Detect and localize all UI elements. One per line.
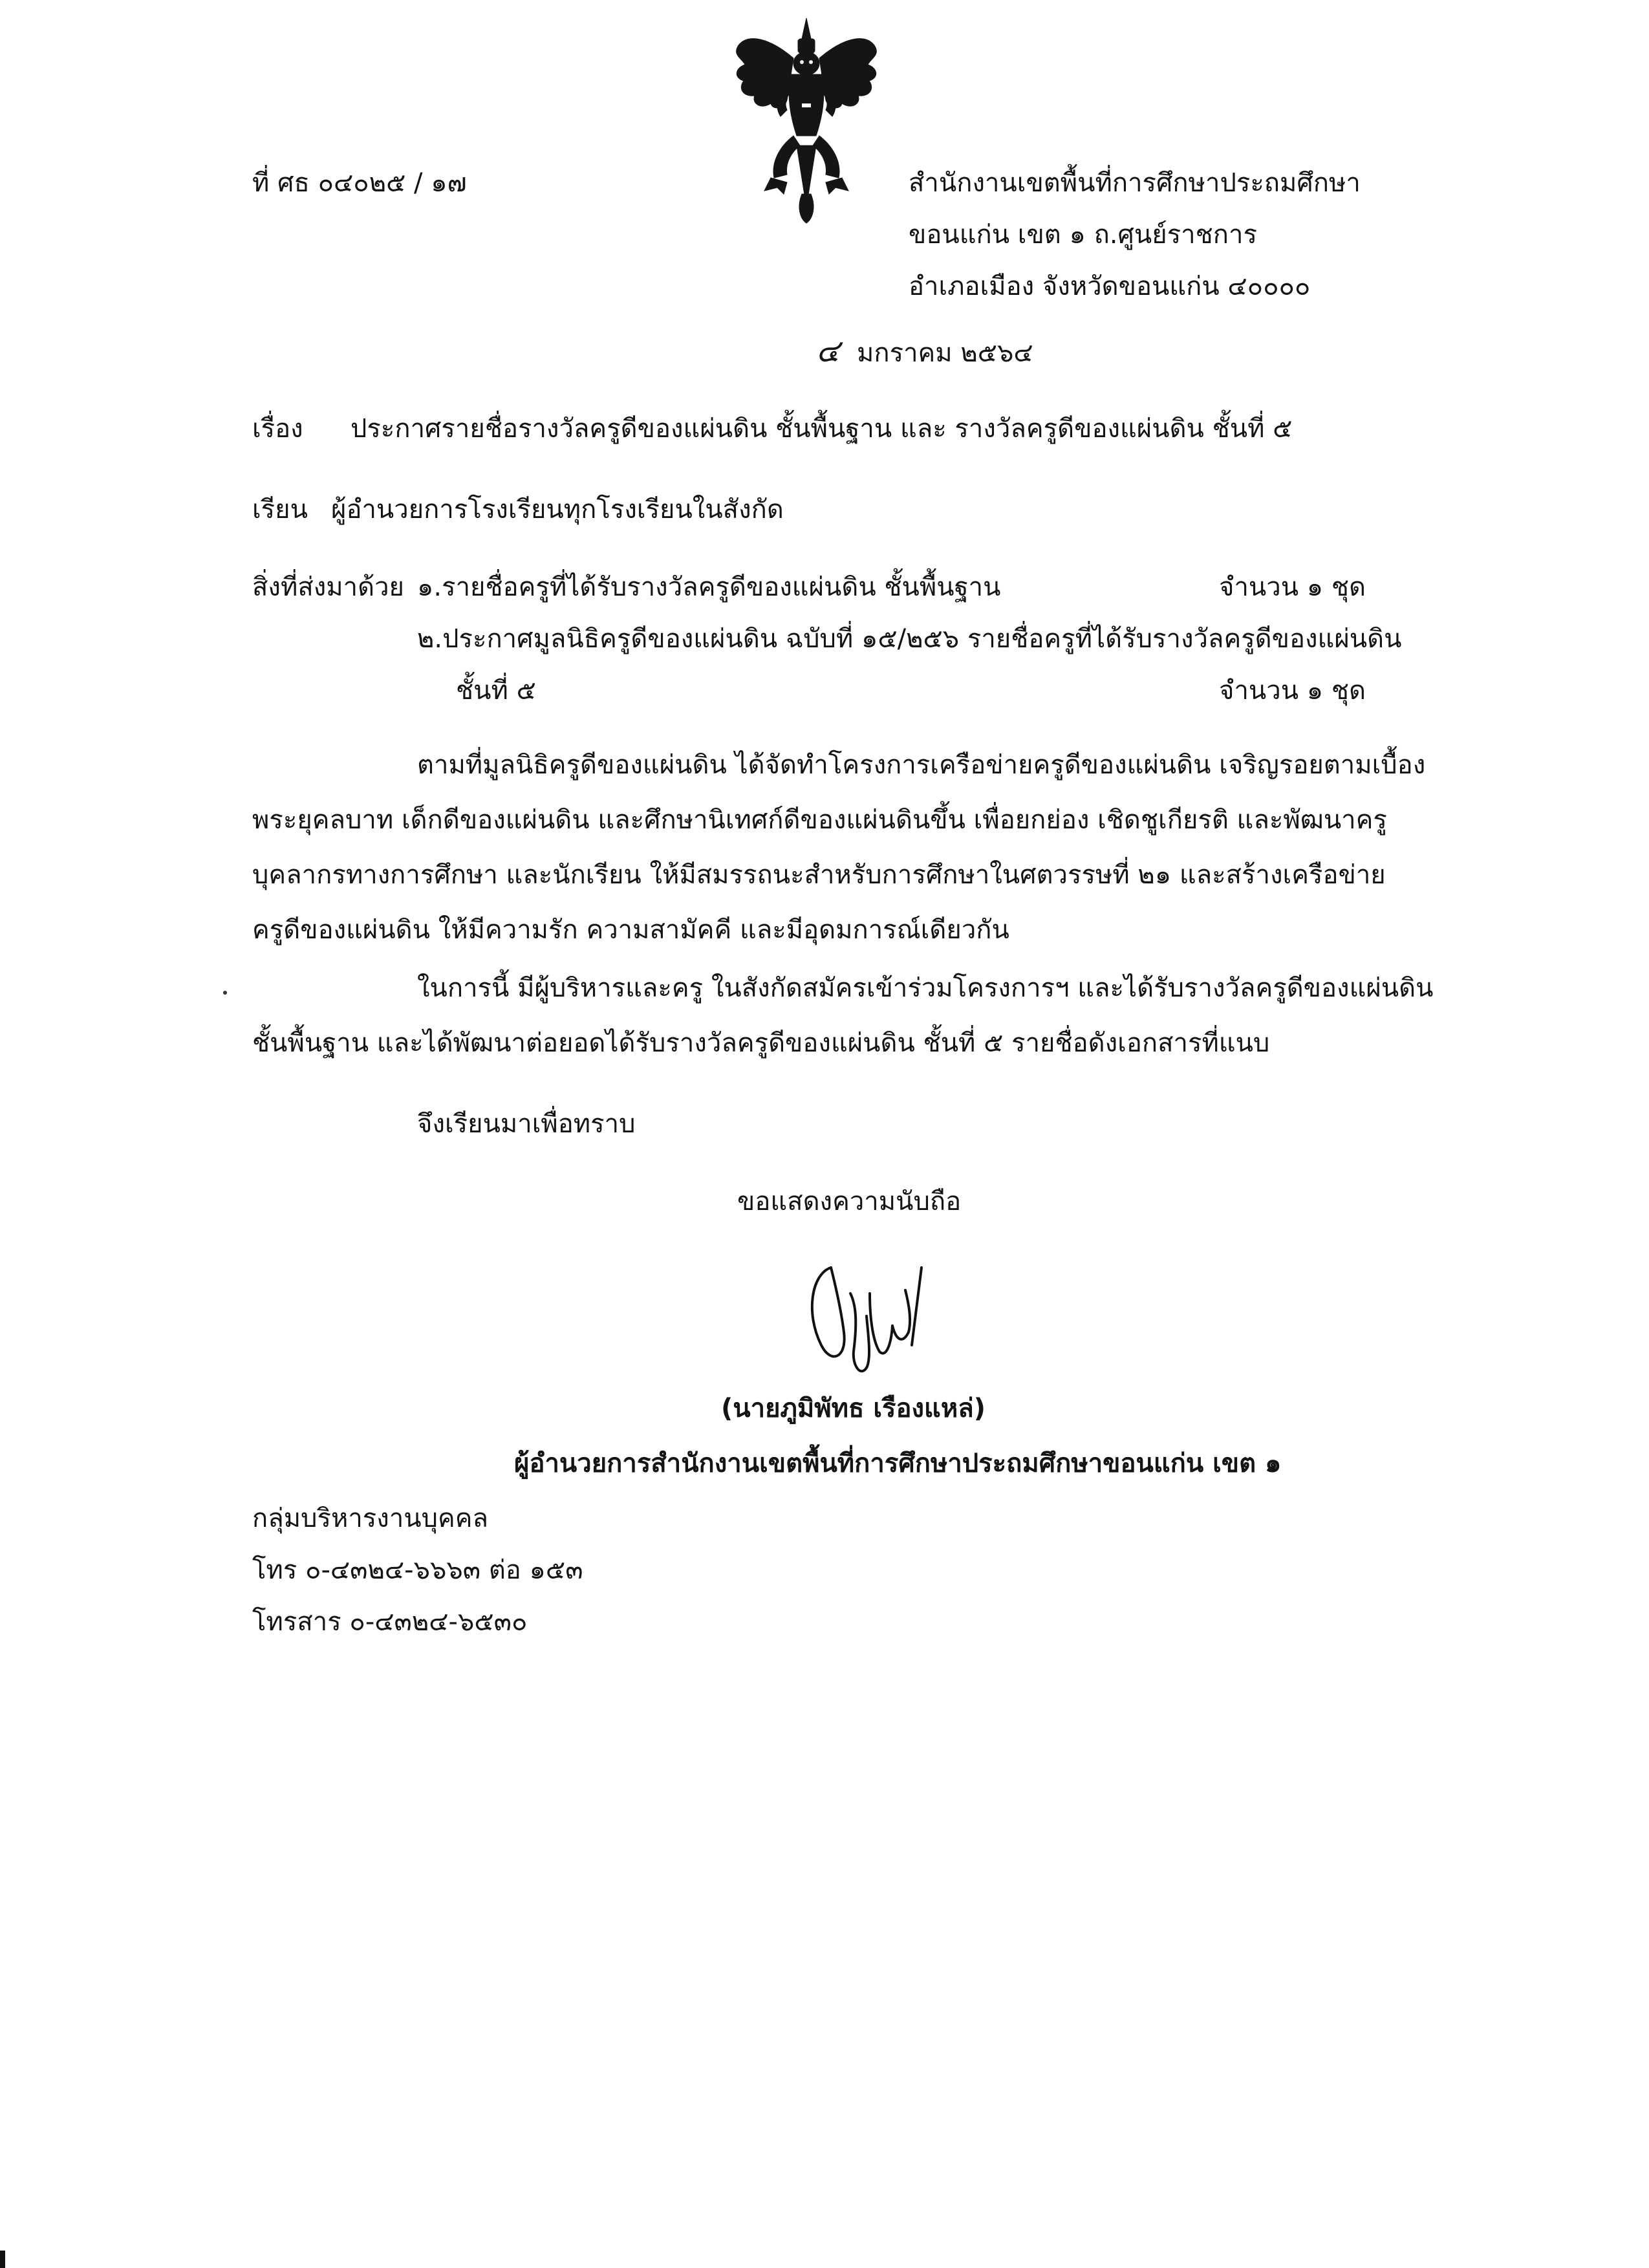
body-paragraph-1-line-2: พระยุคลบาท เด็กดีของแผ่นดิน และศึกษานิเทศก์ดีของแผ่นดินขึ้น เพื่อยกย่อง เชิดชูเกียรติ และพัฒนาครู: [252, 805, 1387, 835]
contact-fax: โทรสาร ๐-๔๓๒๔-๖๕๓๐: [252, 1607, 528, 1637]
signer-title: ผู้อำนวยการสำนักงานเขตพื้นที่การศึกษาประถมศึกษาขอนแก่น เขต ๑: [514, 1449, 1282, 1478]
enclosure-item-1: ๑.รายชื่อครูที่ได้รับรางวัลครูดีของแผ่นดิน ชั้นพื้นฐาน: [417, 572, 1001, 602]
garuda-emblem-icon: [726, 13, 887, 226]
sender-address-line3: อำเภอเมือง จังหวัดขอนแก่น ๔๐๐๐๐: [909, 272, 1311, 301]
enclosure-item-2: ๒.ประกาศมูลนิธิครูดีของแผ่นดิน ฉบับที่ ๑๕/๒๕๖ รายชื่อครูที่ได้รับรางวัลครูดีของแผ่นดิน: [417, 624, 1402, 654]
body-paragraph-1-line-1: ตามที่มูลนิธิครูดีของแผ่นดิน ได้จัดทำโครงการเครือข่ายครูดีของแผ่นดิน เจริญรอยตามเบื้อง: [417, 750, 1426, 780]
body-paragraph-2-line-2: ชั้นพื้นฐาน และได้พัฒนาต่อยอดได้รับรางวัลครูดีของแผ่นดิน ชั้นที่ ๕ รายชื่อดังเอกสารที่แนบ: [252, 1028, 1270, 1058]
handwritten-signature-icon: [795, 1255, 989, 1390]
recipient-label: เรียน: [252, 495, 308, 524]
enclosure-item-2-cont: ชั้นที่ ๕: [456, 676, 536, 706]
signer-name: (นายภูมิพัทธ เรืองแหล่): [721, 1394, 986, 1423]
body-paragraph-2-line-1: ในการนี้ มีผู้บริหารและครู ในสังกัดสมัครเข้าร่วมโครงการฯ และได้รับรางวัลครูดีของแผ่นดิน: [417, 973, 1434, 1003]
subject-text: ประกาศรายชื่อรางวัลครูดีของแผ่นดิน ชั้นพื้นฐาน และ รางวัลครูดีของแผ่นดิน ชั้นที่ ๕: [350, 414, 1293, 444]
sender-address-line2: ขอนแก่น เขต ๑ ถ.ศูนย์ราชการ: [909, 220, 1257, 250]
date-day: ๔: [816, 333, 840, 369]
closing-request: จึงเรียนมาเพื่อทราบ: [417, 1109, 636, 1139]
date-month-year: มกราคม ๒๕๖๔: [857, 338, 1033, 368]
body-paragraph-1-line-4: ครูดีของแผ่นดิน ให้มีความรัก ความสามัคคี และมีอุดมการณ์เดียวกัน: [252, 915, 1009, 945]
subject-label: เรื่อง: [252, 414, 303, 444]
enclosure-item-1-qty: จำนวน ๑ ชุด: [1219, 572, 1366, 602]
scan-edge-mark: [0, 2251, 5, 2268]
sender-address-line1: สำนักงานเขตพื้นที่การศึกษาประถมศึกษา: [909, 168, 1361, 198]
closing-salutation: ขอแสดงความนับถือ: [737, 1187, 962, 1216]
body-paragraph-1-line-3: บุคลากรทางการศึกษา และนักเรียน ให้มีสมรรถนะสำหรับการศึกษาในศตวรรษที่ ๒๑ และสร้างเครือข่าย: [252, 860, 1386, 890]
stray-mark: [223, 991, 227, 995]
reference-number: ที่ ศธ ๐๔๐๒๕ / ๑๗: [252, 168, 467, 198]
recipient-text: ผู้อำนวยการโรงเรียนทุกโรงเรียนในสังกัด: [331, 495, 784, 524]
contact-department: กลุ่มบริหารงานบุคคล: [252, 1504, 489, 1533]
enclosures-label: สิ่งที่ส่งมาด้วย: [252, 572, 404, 602]
contact-phone: โทร ๐-๔๓๒๔-๖๖๖๓ ต่อ ๑๕๓: [252, 1555, 583, 1585]
enclosure-item-2-qty: จำนวน ๑ ชุด: [1219, 676, 1366, 706]
